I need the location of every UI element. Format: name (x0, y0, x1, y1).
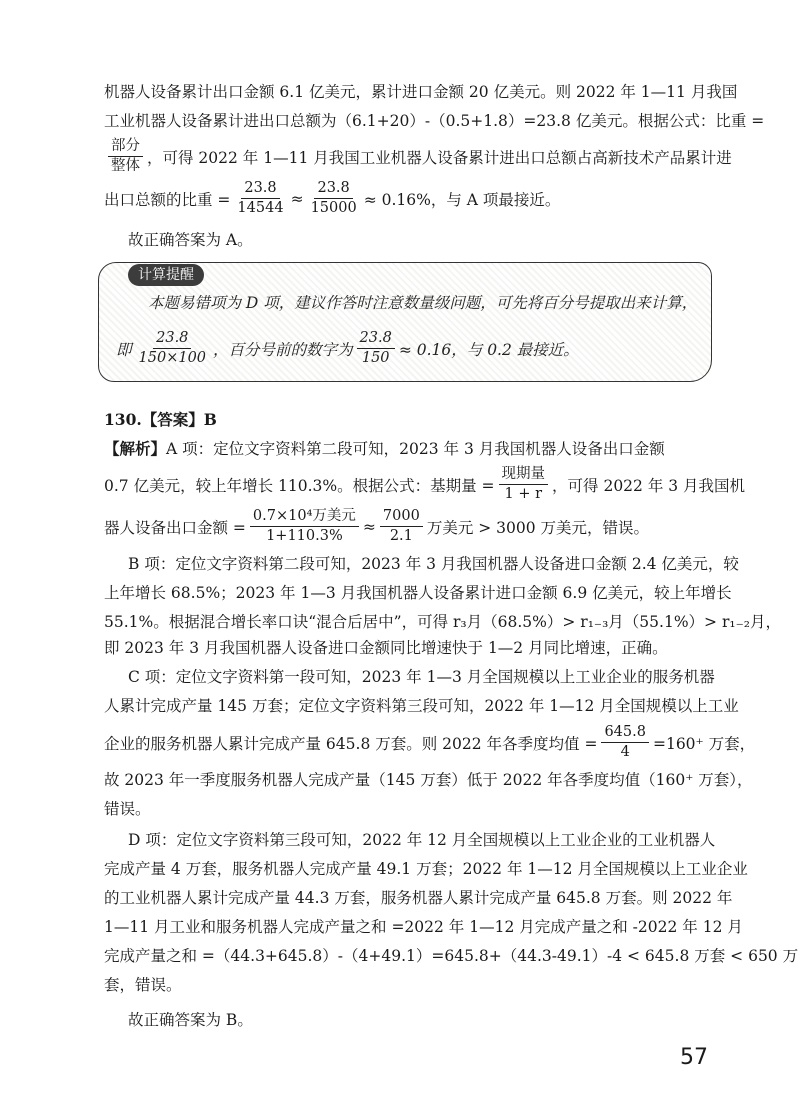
q130-d-line-6: 套，错误。 (104, 976, 182, 994)
fraction-denominator: 14544 (237, 200, 284, 216)
p1-line-3-text: ，可得 2022 年 1—11 月我国工业机器人设备累计进出口总额占高新技术产品累计进 (147, 148, 732, 167)
q130-d-line-5: 完成产量之和 =（44.3+645.8）-（4+49.1）=645.8+（44.3-49.1）-4 < 645.8 万套 < 650 万 (104, 947, 799, 965)
export-fraction (250, 508, 359, 545)
tip-line-2 (116, 330, 579, 367)
p1-line-4-post: ≈ 0.16%，与 A 项最接近。 (363, 190, 561, 209)
p1-line-3 (104, 138, 732, 175)
q130-c-line-1: C 项：定位文字资料第一段可知，2023 年 1—3 月全国规模以上工业企业的服务机器 (128, 668, 715, 686)
p1-line-1: 机器人设备累计出口金额 6.1 亿美元，累计进口金额 20 亿美元。则 2022 年 1—11 月我国 (104, 83, 738, 101)
fraction-denominator: 4 (620, 744, 630, 760)
fraction-numerator: 现期量 (499, 466, 549, 485)
p1-line-4-pre: 出口总额的比重 = (104, 190, 231, 209)
fraction-denominator: 1+110.3% (266, 528, 343, 544)
tip-fraction-2 (357, 330, 395, 367)
q130-answer: 故正确答案为 B。 (128, 1011, 253, 1029)
q130-d-line-3: 的工业机器人累计完成产量 44.3 万套，服务机器人累计完成产量 645.8 万套。则 2022 年 (104, 889, 733, 907)
fraction-23.8-14544 (234, 180, 286, 217)
a-line-1-text: A 项：定位文字资料第二段可知，2023 年 3 月我国机器人设备出口金额 (166, 440, 665, 458)
q130-b-line-3: 55.1%。根据混合增长率口诀“混合后居中”，可得 r₃月（68.5%）> r₁₋₃月（55.1%）> r₁₋₂月， (104, 613, 781, 631)
q130-header: 130.【答案】B (104, 410, 217, 429)
fraction-denominator: 150 (361, 350, 390, 366)
q130-a-line-1 (104, 437, 665, 459)
q130-b-line-2: 上年增长 68.5%；2023 年 1—3 月我国机器人设备累计进口金额 6.9 亿美元，较上年增长 (104, 584, 732, 602)
analysis-label: 【解析】 (104, 439, 167, 458)
q130-d-line-1: D 项：定位文字资料第三段可知，2022 年 12 月全国规模以上工业企业的工业机器人 (128, 831, 716, 849)
ratio-denominator: 整体 (111, 158, 140, 174)
approx-sign: ≈ (362, 517, 376, 536)
p1-line-4 (104, 180, 560, 217)
quarter-average-fraction (601, 724, 649, 761)
q130-d-line-2: 完成产量 4 万套，服务机器人完成产量 49.1 万套；2022 年 1—12 月全国规模以上工业企业 (104, 860, 748, 878)
a-line-3-post: 万美元 > 3000 万美元，错误。 (426, 518, 650, 537)
c-line-3-post: =160⁺ 万套， (652, 734, 756, 753)
q130-a-line-2 (104, 466, 745, 503)
fraction-numerator: 23.8 (241, 180, 279, 199)
q130-d-line-4: 1—11 月工业和服务机器人完成产量之和 =2022 年 1—12 月完成产量之和 -2022 年 12 月 (104, 918, 743, 936)
export-fraction-2 (380, 508, 423, 545)
a-line-3-pre: 器人设备出口金额 = (104, 518, 246, 537)
p1-answer: 故正确答案为 A。 (128, 231, 253, 249)
c-line-3-pre: 企业的服务机器人累计完成产量 645.8 万套。则 2022 年各季度均值 = (104, 734, 598, 753)
tip-tag: 计算提醒 (128, 264, 204, 286)
q130-c-line-3 (104, 724, 755, 761)
ratio-fraction (108, 138, 143, 175)
page-number: 57 (680, 1045, 708, 1070)
fraction-numerator: 7000 (380, 508, 423, 527)
fraction-denominator: 150×100 (138, 350, 207, 366)
q130-a-line-3 (104, 508, 649, 545)
q130-c-line-5: 错误。 (104, 800, 151, 818)
fraction-denominator: 2.1 (389, 528, 413, 544)
q130-b-line-4: 即 2023 年 3 月我国机器人设备进口金额同比增速快于 1—2 月同比增速，正确。 (104, 639, 668, 657)
tip-line-1: 本题易错项为 D 项，建议作答时注意数量级问题，可先将百分号提取出来计算， (148, 294, 698, 312)
fraction-numerator: 23.8 (153, 330, 191, 349)
tip-line-2-post: ≈ 0.16，与 0.2 最接近。 (398, 340, 579, 359)
p1-line-2: 工业机器人设备累计进出口总额为（6.1+20）-（0.5+1.8）=23.8 亿美元。根据公式：比重 = (104, 112, 765, 130)
fraction-numerator: 23.8 (357, 330, 395, 349)
tip-fraction-1 (136, 330, 210, 367)
a-line-2-pre: 0.7 亿美元，较上年增长 110.3%。根据公式：基期量 = (104, 476, 495, 495)
q130-c-line-2: 人累计完成产量 145 万套；定位文字资料第三段可知，2022 年 1—12 月全国规模以上工业 (104, 697, 739, 715)
fraction-23.8-15000 (308, 180, 360, 217)
fraction-denominator: 1 + r (504, 486, 543, 502)
q130-c-line-4: 故 2023 年一季度服务机器人完成产量（145 万套）低于 2022 年各季度均值（160⁺ 万套）， (104, 771, 753, 789)
approx-sign: ≈ (290, 189, 304, 208)
fraction-denominator: 15000 (310, 200, 357, 216)
fraction-numerator: 23.8 (314, 180, 352, 199)
fraction-numerator: 645.8 (601, 724, 649, 743)
a-line-2-post: ，可得 2022 年 3 月我国机 (552, 476, 746, 495)
q130-b-line-1: B 项：定位文字资料第二段可知，2023 年 3 月我国机器人设备进口金额 2.4 亿美元，较 (128, 555, 739, 573)
fraction-numerator: 0.7×10⁴万美元 (250, 508, 359, 527)
base-formula-fraction (499, 466, 549, 503)
ratio-numerator: 部分 (108, 138, 143, 157)
tip-line-2-pre: 即 (116, 340, 132, 359)
tip-line-2-mid: ，百分号前的数字为 (213, 340, 353, 359)
